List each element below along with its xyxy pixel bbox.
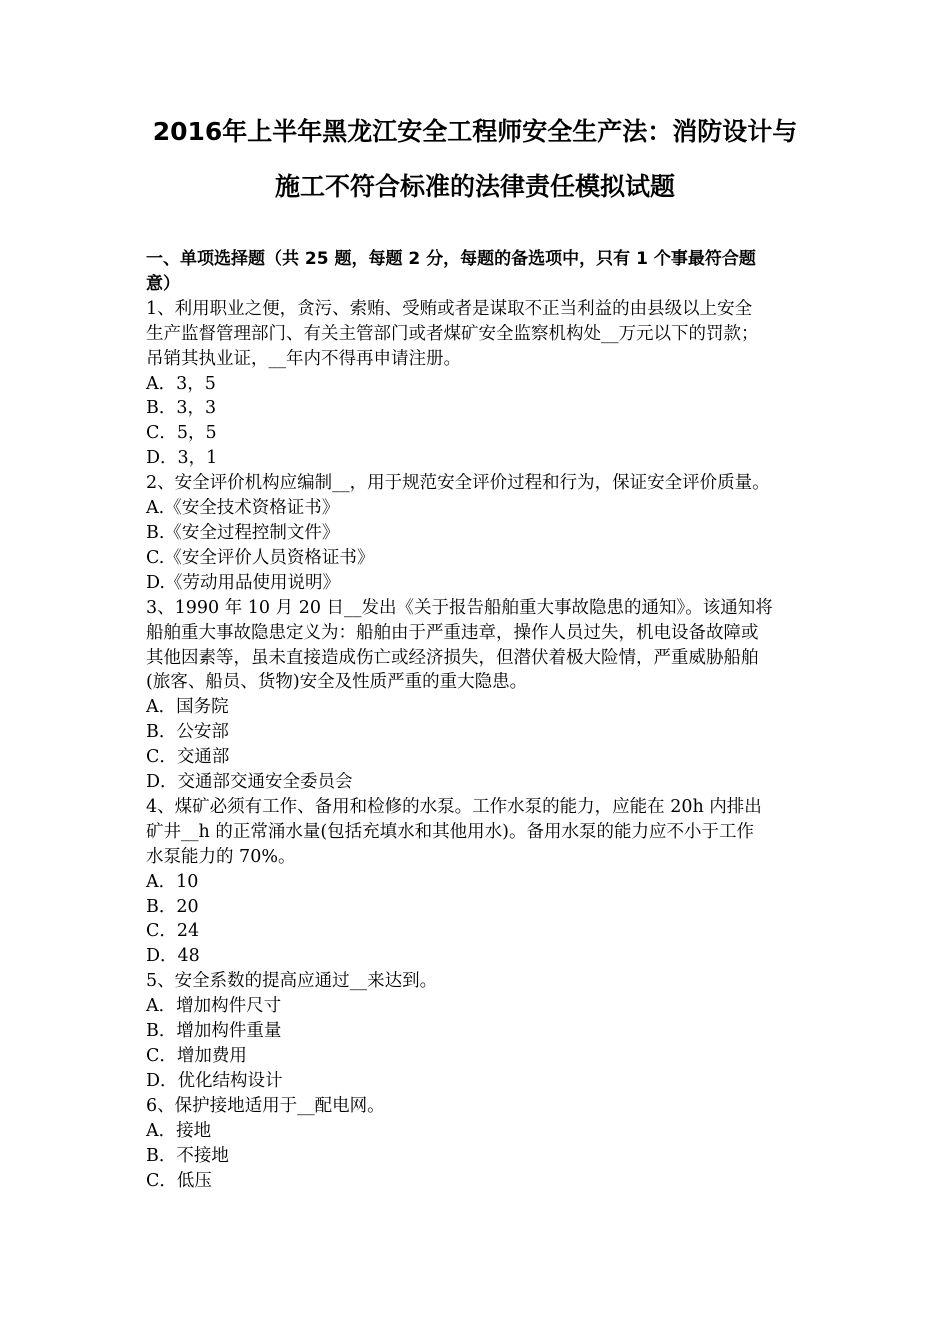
document-title-line-2: 施工不符合标准的法律责任模拟试题 (274, 172, 675, 201)
question-text-line: 吊销其执业证，__年内不得再申请注册。 (146, 348, 461, 369)
section-heading (146, 247, 810, 297)
option-b: B．公安部 (146, 722, 229, 743)
option-a: A．增加构件尺寸 (146, 996, 282, 1017)
question-text-line: 船舶重大事故隐患定义为：船舶由于严重违章，操作人员过失，机电设备故障或 (146, 622, 759, 643)
option-c: C．低压 (146, 1170, 212, 1191)
question-5 (146, 969, 810, 1094)
option-a: A．国务院 (146, 697, 229, 718)
question-text-line: (旅客、船员、货物)安全及性质严重的重大隐患。 (146, 672, 528, 693)
option-c: C.《安全评价人员资格证书》 (146, 547, 375, 568)
question-text-line: 4、煤矿必须有工作、备用和检修的水泵。工作水泵的能力，应能在 20h 内排出 (146, 796, 762, 817)
option-a: A．接地 (146, 1120, 212, 1141)
option-a: A．3，5 (146, 373, 216, 394)
document-title-line-1: 2016年上半年黑龙江安全工程师安全生产法：消防设计与 (152, 117, 798, 146)
question-6 (146, 1094, 810, 1194)
option-d: D．3，1 (146, 448, 218, 469)
option-b: B．20 (146, 896, 199, 917)
question-4 (146, 795, 810, 969)
question-text-line: 1、利用职业之便，贪污、索贿、受贿或者是谋取不正当利益的由县级以上安全 (146, 298, 753, 319)
question-3 (146, 596, 810, 795)
option-c: C．交通部 (146, 747, 230, 768)
option-b: B．3，3 (146, 398, 217, 419)
option-c: C．5，5 (146, 423, 217, 444)
option-b: B.《安全过程控制文件》 (146, 522, 340, 543)
document-body (146, 247, 810, 1193)
question-text-line: 矿井__h 的正常涌水量(包括充填水和其他用水)。备用水泵的能力应不小于工作 (146, 821, 754, 842)
option-c: C．24 (146, 921, 200, 942)
question-text-line: 2、安全评价机构应编制__，用于规范安全评价过程和行为，保证安全评价质量。 (146, 473, 770, 494)
question-text-line: 6、保护接地适用于__配电网。 (146, 1095, 385, 1116)
question-text-line: 水泵能力的 70%。 (146, 846, 296, 867)
option-d: D．48 (146, 946, 200, 967)
option-b: B．增加构件重量 (146, 1021, 282, 1042)
question-1 (146, 297, 810, 471)
section-heading-line: 意） (146, 273, 180, 294)
option-a: A．10 (146, 871, 199, 892)
option-c: C．增加费用 (146, 1046, 247, 1066)
question-text-line: 3、1990 年 10 月 20 日__发出《关于报告船舶重大事故隐患的通知》。该通知将 (146, 597, 773, 618)
question-text-line: 生产监督管理部门、有关主管部门或者煤矿安全监察机构处__万元以下的罚款； (146, 323, 759, 344)
option-d: D．优化结构设计 (146, 1070, 283, 1091)
question-text-line: 其他因素等，虽未直接造成伤亡或经济损失，但潜伏着极大险情，严重威胁船舶 (146, 647, 759, 668)
question-text-line: 5、安全系数的提高应通过__来达到。 (146, 971, 438, 992)
section-heading-line: 一、单项选择题（共 25 题，每题 2 分，每题的备选项中，只有 1 个事最符合题 (146, 249, 756, 269)
question-2 (146, 471, 810, 596)
option-a: A.《安全技术资格证书》 (146, 498, 340, 519)
option-d: D．交通部交通安全委员会 (146, 772, 353, 793)
option-d: D.《劳动用品使用说明》 (146, 572, 340, 593)
option-b: B．不接地 (146, 1145, 229, 1166)
